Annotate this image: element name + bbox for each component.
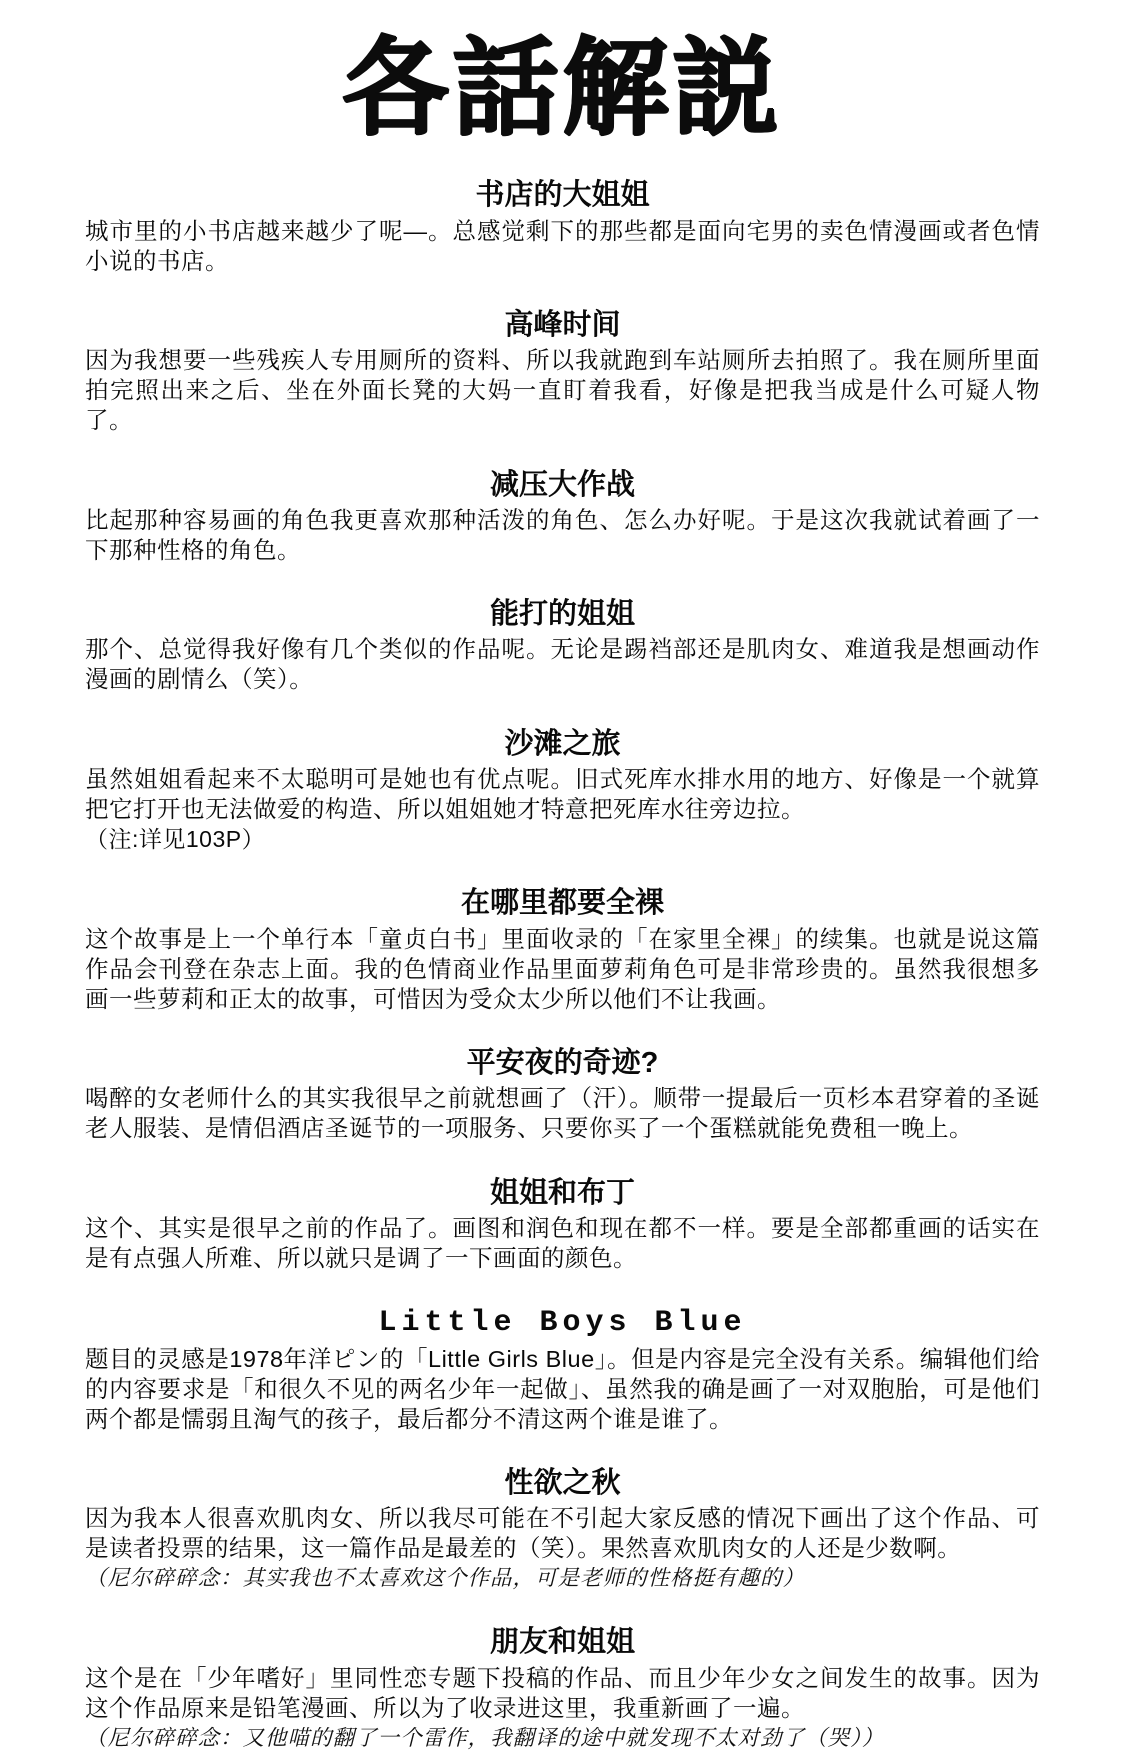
section-body: 题目的灵感是1978年洋ピン的「Little Girls Blue」。但是内容是完全没有关系。编辑他们给的内容要求是「和很久不见的两名少年一起做」、虽然我的确是画了一对双胞胎，可是他们两个都是懦弱且淘气的孩子，最后都分不清这两个谁是谁了。 <box>85 1345 1040 1432</box>
section-body: 虽然姐姐看起来不太聪明可是她也有优点呢。旧式死库水排水用的地方、好像是一个就算把它打开也无法做爱的构造、所以姐姐她才特意把死库水往旁边拉。 <box>85 765 1040 822</box>
commentary-section <box>85 1177 1040 1274</box>
section-body: 这个、其实是很早之前的作品了。画图和润色和现在都不一样。要是全部都重画的话实在是有点强人所难、所以就只是调了一下画面的颜色。 <box>85 1214 1040 1271</box>
section-body: 城市里的小书店越来越少了呢—。总感觉剩下的那些都是面向宅男的卖色情漫画或者色情小说的书店。 <box>85 217 1040 274</box>
commentary-section <box>85 1306 1040 1434</box>
section-heading: 平安夜的奇迹? <box>466 1047 659 1080</box>
commentary-section <box>85 598 1040 695</box>
translator-note: （尼尔碎碎念：其实我也不太喜欢这个作品，可是老师的性格挺有趣的） <box>85 1566 806 1592</box>
commentary-section <box>85 887 1040 1014</box>
section-heading: 在哪里都要全裸 <box>460 887 664 920</box>
section-heading: 减压大作战 <box>489 468 635 501</box>
section-heading: 沙滩之旅 <box>504 727 621 760</box>
section-body: 这个是在「少年嗜好」里同性恋专题下投稿的作品、而且少年少女之间发生的故事。因为这个作品原来是铅笔漫画、所以为了收录进这里，我重新画了一遍。 <box>85 1664 1040 1721</box>
section-body: 因为我想要一些残疾人专用厕所的资料、所以我就跑到车站厕所去拍照了。我在厕所里面拍完照出来之后、坐在外面长凳的大妈一直盯着我看，好像是把我当成是什么可疑人物了。 <box>85 347 1040 434</box>
section-heading: 书店的大姐姐 <box>475 179 650 212</box>
commentary-section <box>85 469 1040 566</box>
commentary-section <box>85 1626 1040 1752</box>
commentary-section <box>85 179 1040 276</box>
section-heading: 能打的姐姐 <box>489 598 635 631</box>
section-page-reference-note: （注:详见103P） <box>85 826 266 853</box>
sections-container <box>85 179 1040 1752</box>
section-heading: 朋友和姐姐 <box>489 1626 635 1659</box>
section-heading: 高峰时间 <box>504 308 621 341</box>
section-heading: 性欲之秋 <box>504 1466 621 1499</box>
section-body: 喝醉的女老师什么的其实我很早之前就想画了（汗）。顺带一提最后一页杉本君穿着的圣诞老人服装、是情侣酒店圣诞节的一项服务、只要你买了一个蛋糕就能免费租一晚上。 <box>85 1085 1040 1142</box>
section-body: 比起那种容易画的角色我更喜欢那种活泼的角色、怎么办好呢。于是这次我就试着画了一下那种性格的角色。 <box>85 506 1040 563</box>
section-body: 因为我本人很喜欢肌肉女、所以我尽可能在不引起大家反感的情况下画出了这个作品、可是读者投票的结果，这一篇作品是最差的（笑）。果然喜欢肌肉女的人还是少数啊。 <box>85 1505 1040 1562</box>
commentary-section <box>85 1047 1040 1144</box>
translator-note: （尼尔碎碎念：又他喵的翻了一个雷作，我翻译的途中就发现不太对劲了（哭）） <box>85 1725 885 1751</box>
commentary-section <box>85 1467 1040 1593</box>
section-body: 那个、总觉得我好像有几个类似的作品呢。无论是踢裆部还是肌肉女、难道我是想画动作漫画的剧情么（笑）。 <box>85 636 1040 693</box>
section-body: 这个故事是上一个单行本「童贞白书」里面收录的「在家里全裸」的续集。也就是说这篇作品会刊登在杂志上面。我的色情商业作品里面萝莉角色可是非常珍贵的。虽然我很想多画一些萝莉和正太的故事，可惜因为受众太少所以他们不让我画。 <box>85 925 1040 1012</box>
commentary-section <box>85 728 1040 855</box>
page-title: 各話解説 <box>342 30 783 148</box>
section-heading: Little Boys Blue <box>378 1306 747 1341</box>
commentary-section <box>85 309 1040 436</box>
section-heading: 姐姐和布丁 <box>489 1176 635 1209</box>
